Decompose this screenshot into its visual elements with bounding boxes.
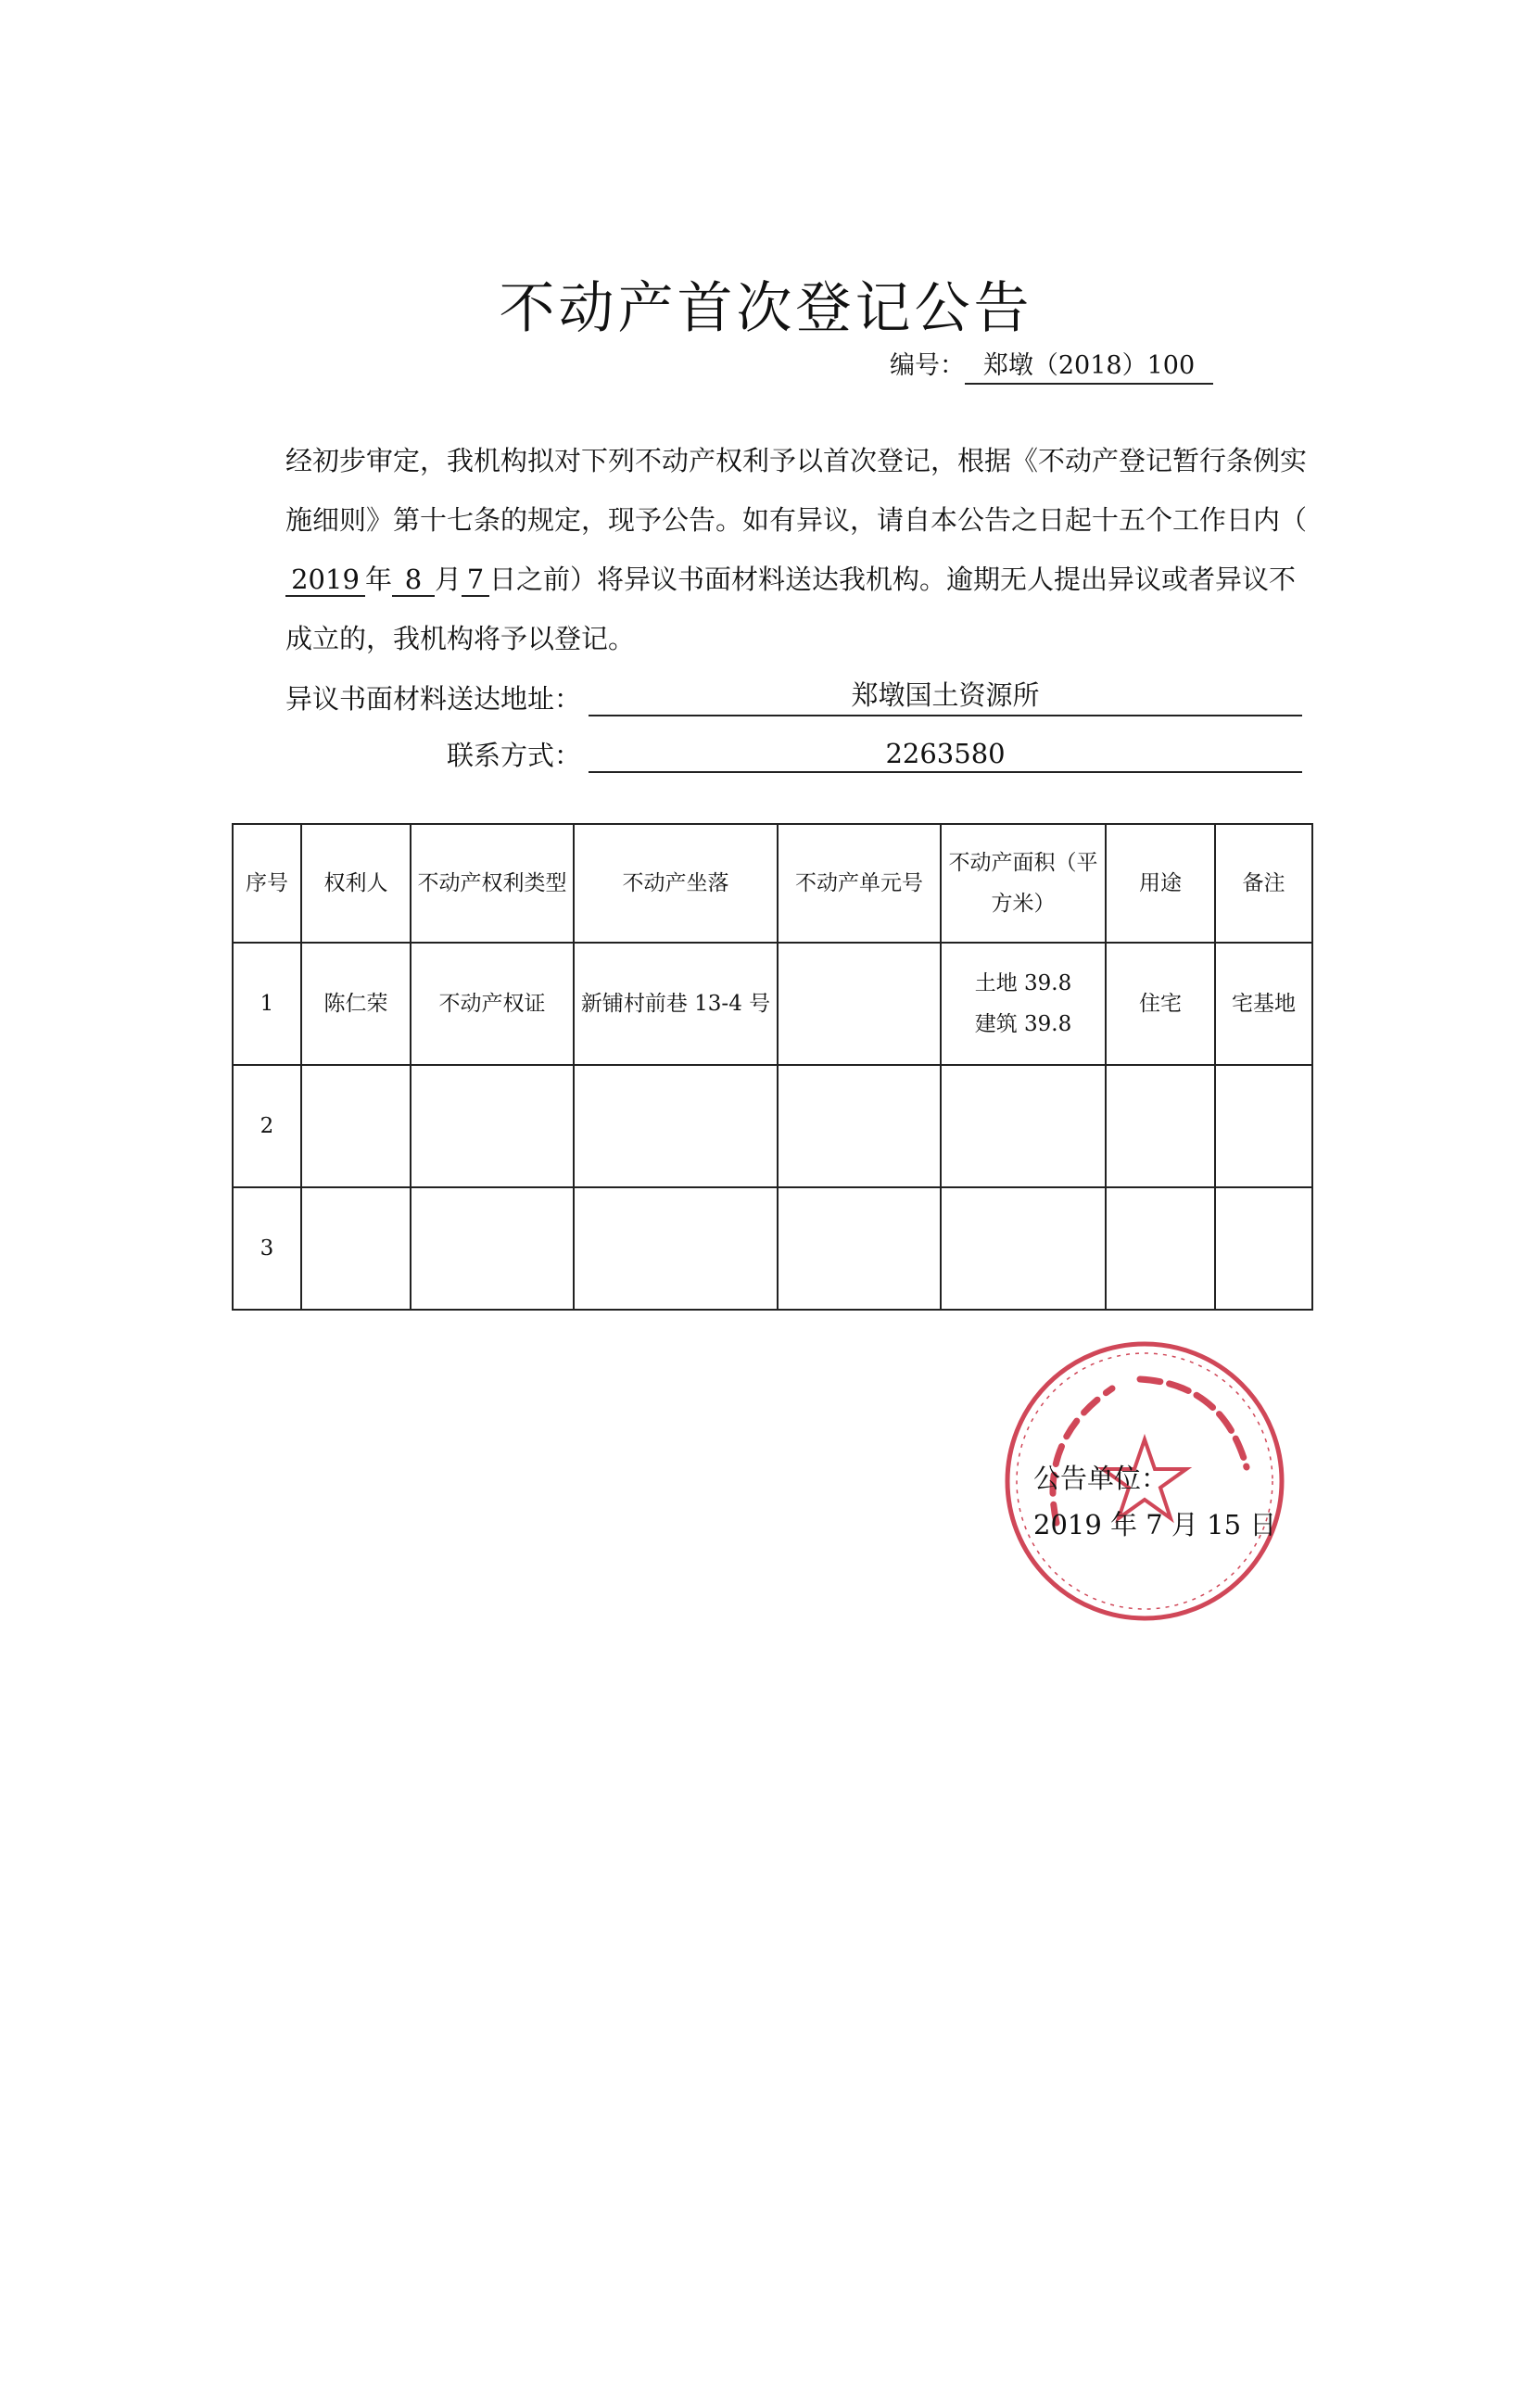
deadline-day: 7 (462, 564, 489, 597)
cell-location: 新铺村前巷 13-4 号 (574, 943, 778, 1065)
cell-unit-no (778, 943, 941, 1065)
cell-area-building: 建筑 39.8 (974, 1012, 1072, 1036)
table-row (233, 1187, 1312, 1310)
cell-area (941, 1187, 1106, 1310)
cell-note (1215, 1065, 1312, 1187)
table-row (233, 1065, 1312, 1187)
header-right-type: 不动产权利类型 (411, 824, 574, 943)
issue-date: 2019 年 7 月 15 日 (1033, 1509, 1277, 1540)
cell-note: 宅基地 (1215, 943, 1312, 1065)
cell-unit-no (778, 1065, 941, 1187)
address-label: 异议书面材料送达地址： (285, 683, 582, 715)
contact-label: 联系方式： (447, 740, 582, 771)
cell-area-land: 土地 39.8 (974, 971, 1072, 995)
serial-value: 郑墩（2018）100 (965, 345, 1213, 385)
cell-note (1215, 1187, 1312, 1310)
contact-row (447, 735, 1302, 773)
issuing-unit-label: 公告单位： (1033, 1463, 1169, 1494)
cell-right-type (411, 1065, 574, 1187)
header-unit-no: 不动产单元号 (778, 824, 941, 943)
cell-unit-no (778, 1187, 941, 1310)
body-month-unit: 月 (435, 564, 462, 595)
cell-area (941, 1065, 1106, 1187)
registration-table (232, 823, 1313, 1311)
address-row (285, 675, 1302, 716)
contact-value: 2263580 (589, 738, 1302, 773)
cell-owner (301, 1065, 411, 1187)
header-use: 用途 (1106, 824, 1215, 943)
serial-label: 编号： (890, 351, 965, 380)
address-value: 郑墩国土资源所 (589, 675, 1302, 716)
cell-no: 1 (233, 943, 301, 1065)
table-header-row (233, 824, 1312, 943)
cell-right-type: 不动产权证 (411, 943, 574, 1065)
header-no: 序号 (233, 824, 301, 943)
cell-location (574, 1187, 778, 1310)
header-area: 不动产面积（平方米） (941, 824, 1106, 943)
cell-owner (301, 1187, 411, 1310)
cell-use (1106, 1065, 1215, 1187)
table-row (233, 943, 1312, 1065)
header-note: 备注 (1215, 824, 1312, 943)
cell-no: 2 (233, 1065, 301, 1187)
cell-no: 3 (233, 1187, 301, 1310)
notice-body (232, 431, 1307, 668)
header-location: 不动产坐落 (574, 824, 778, 943)
serial-number (890, 345, 1213, 385)
page-title: 不动产首次登记公告 (499, 276, 1033, 341)
cell-owner: 陈仁荣 (301, 943, 411, 1065)
cell-area (941, 943, 1106, 1065)
deadline-year: 2019 (285, 564, 365, 597)
body-text-2: 日之前）将异议书面材料送达我机构。逾期无人提出异议或者异议不成立的，我机构将予以登记。 (285, 564, 1297, 654)
cell-location (574, 1065, 778, 1187)
header-owner: 权利人 (301, 824, 411, 943)
cell-use: 住宅 (1106, 943, 1215, 1065)
deadline-month: 8 (392, 564, 435, 597)
cell-use (1106, 1187, 1215, 1310)
body-text-1: 经初步审定，我机构拟对下列不动产权利予以首次登记，根据《不动产登记暂行条例实施细则》第十七条的规定，现予公告。如有异议，请自本公告之日起十五个工作日内（ (285, 445, 1308, 536)
body-year-unit: 年 (365, 564, 393, 595)
seal-text-arc-left (1053, 1388, 1112, 1523)
cell-right-type (411, 1187, 574, 1310)
seal-text-arc-right (1140, 1379, 1247, 1467)
